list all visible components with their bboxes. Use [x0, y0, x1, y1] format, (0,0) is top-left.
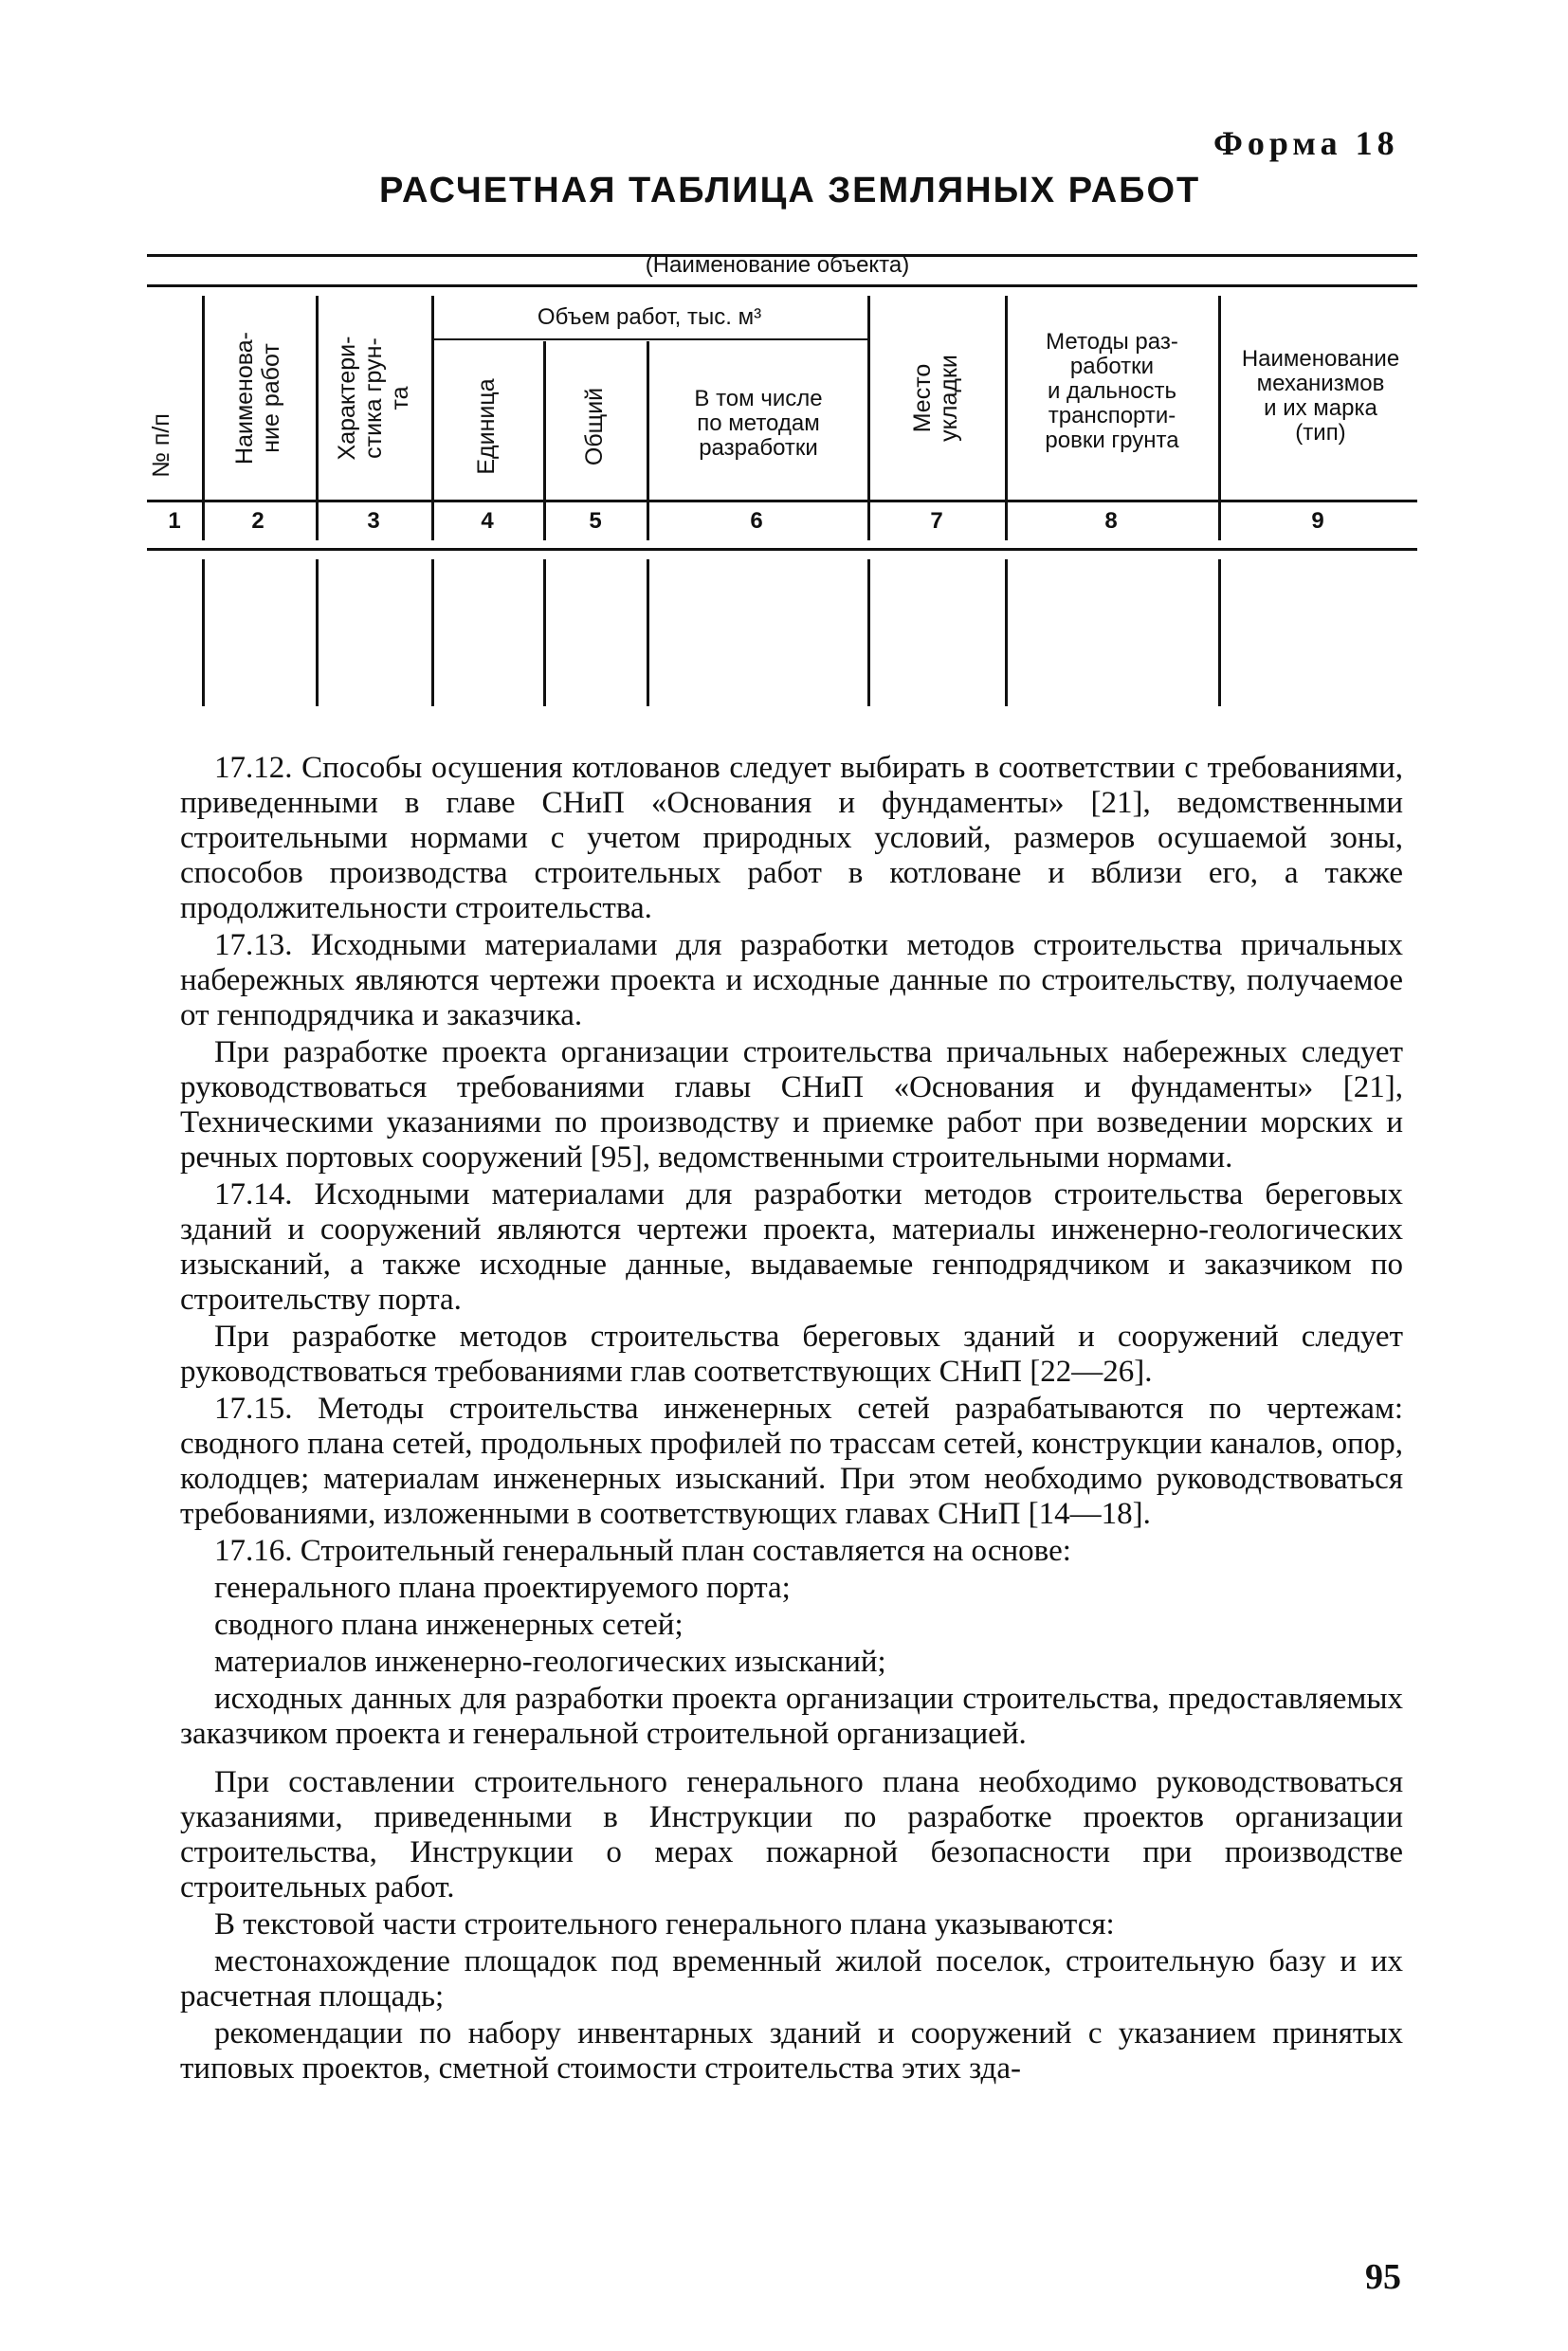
header-soil-characteristic: Характери- стика грун- та: [334, 336, 413, 461]
body-text: [180, 751, 1403, 2088]
body-col-divider: [431, 559, 434, 706]
list-item: местонахождение площадок под временный жилой поселок, строительную базу и их расчетная площадь;: [180, 1944, 1403, 2014]
object-name-caption: (Наименование объекта): [645, 252, 910, 278]
paragraph: При разработке проекта организации строительства причальных набережных следует руководствоваться требованиями главы СНиП «Основания и фундаменты» [21], Техническими указаниями по производству и приемке работ при возведении морских и речных портовых сооружений [95], ведомственными строительными нормами.: [180, 1035, 1403, 1175]
column-number: 4: [481, 508, 494, 534]
column-number: 9: [1311, 508, 1324, 534]
col-divider: [543, 341, 546, 540]
list-item: сводного плана инженерных сетей;: [214, 1608, 684, 1642]
body-col-divider: [1218, 559, 1221, 706]
page-title: РАСЧЕТНАЯ ТАБЛИЦА ЗЕМЛЯНЫХ РАБОТ: [379, 171, 1201, 210]
body-col-divider: [1005, 559, 1008, 706]
column-number: 3: [367, 508, 380, 534]
paragraph: 17.15. Методы строительства инженерных сетей разрабатываются по чертежам: сводного плана сетей, продольных профилей по трассам сетей, конструкции каналов, опор, колодцев; материалам инженерных изысканий. При этом необходимо руководствоваться требованиями, изложенными в соответствующих главах СНиП [14—18].: [180, 1392, 1403, 1531]
header-bottom-rule: [147, 500, 1417, 502]
list-item: рекомендации по набору инвентарных зданий и сооружений с указанием принятых типовых проектов, сметной стоимости строительства этих зда-: [180, 2016, 1403, 2086]
volume-group-rule: [431, 338, 867, 340]
paragraph: 17.13. Исходными материалами для разработки методов строительства причальных набережных являются чертежи проекта и исходные данные по строительству, получаемое от генподрядчика и заказчика.: [180, 928, 1403, 1032]
list-item: генерального плана проектируемого порта;: [214, 1571, 791, 1605]
header-by-methods: В том числе по методам разработки: [694, 386, 823, 461]
list-item: исходных данных для разработки проекта организации строительства, предоставляемых заказчиком проекта и генеральной строительной организацией.: [180, 1682, 1403, 1751]
paragraph: При разработке методов строительства береговых зданий и сооружений следует руководствоваться требованиями глав соответствующих СНиП [22—26].: [180, 1320, 1403, 1389]
list-item: материалов инженерно-геологических изысканий;: [214, 1645, 886, 1679]
table-top-rule: [147, 284, 1417, 287]
header-placement: Место укладки: [909, 355, 962, 442]
header-no: № п/п: [148, 413, 174, 478]
column-number: 8: [1104, 508, 1118, 534]
body-col-divider: [202, 559, 205, 706]
column-number: 7: [930, 508, 943, 534]
numbers-bottom-rule: [147, 548, 1417, 551]
header-methods-distance: Методы раз- работки и дальность транспорти- ровки грунта: [1045, 329, 1179, 453]
header-unit: Единица: [473, 378, 500, 475]
col-divider: [647, 341, 649, 540]
header-work-name: Наименова- ние работ: [231, 332, 284, 465]
column-number: 5: [589, 508, 602, 534]
header-machinery: Наименование механизмов и их марка (тип): [1241, 346, 1400, 446]
paragraph: 17.16. Строительный генеральный план составляется на основе:: [214, 1534, 1071, 1568]
column-number: 2: [251, 508, 264, 534]
paragraph: При составлении строительного генерального плана необходимо руководствоваться указаниями, приведенными в Инструкции по разработке проектов организации строительства, Инструкции о мерах пожарной безопасности при производстве строительных работ.: [180, 1765, 1403, 1904]
paragraph: 17.14. Исходными материалами для разработки методов строительства береговых зданий и сооружений являются чертежи проекта, материалы инженерно-геологических изысканий, а также исходные данные, выдаваемые генподрядчиком и заказчиком по строительству порта.: [180, 1177, 1403, 1317]
body-col-divider: [647, 559, 649, 706]
form-label: Форма 18: [1213, 124, 1399, 162]
col-divider: [316, 296, 319, 540]
page-number: 95: [1365, 2257, 1401, 2297]
col-divider: [202, 296, 205, 540]
body-col-divider: [316, 559, 319, 706]
column-number: 6: [750, 508, 763, 534]
header-volume-group: Объем работ, тыс. м³: [537, 304, 762, 330]
col-divider: [431, 296, 434, 540]
body-col-divider: [867, 559, 870, 706]
col-divider: [1005, 296, 1008, 540]
header-total: Общий: [581, 387, 608, 466]
col-divider: [867, 296, 870, 540]
body-col-divider: [543, 559, 546, 706]
paragraph: 17.12. Способы осушения котлованов следует выбирать в соответствии с требованиями, приведенными в главе СНиП «Основания и фундаменты» [21], ведомственными строительными нормами с учетом природных условий, размеров осушаемой зоны, способов производства строительных работ в котловане и вблизи его, а также продолжительности строительства.: [180, 751, 1403, 925]
column-number: 1: [168, 508, 181, 534]
paragraph: В текстовой части строительного генерального плана указываются:: [214, 1907, 1115, 1941]
